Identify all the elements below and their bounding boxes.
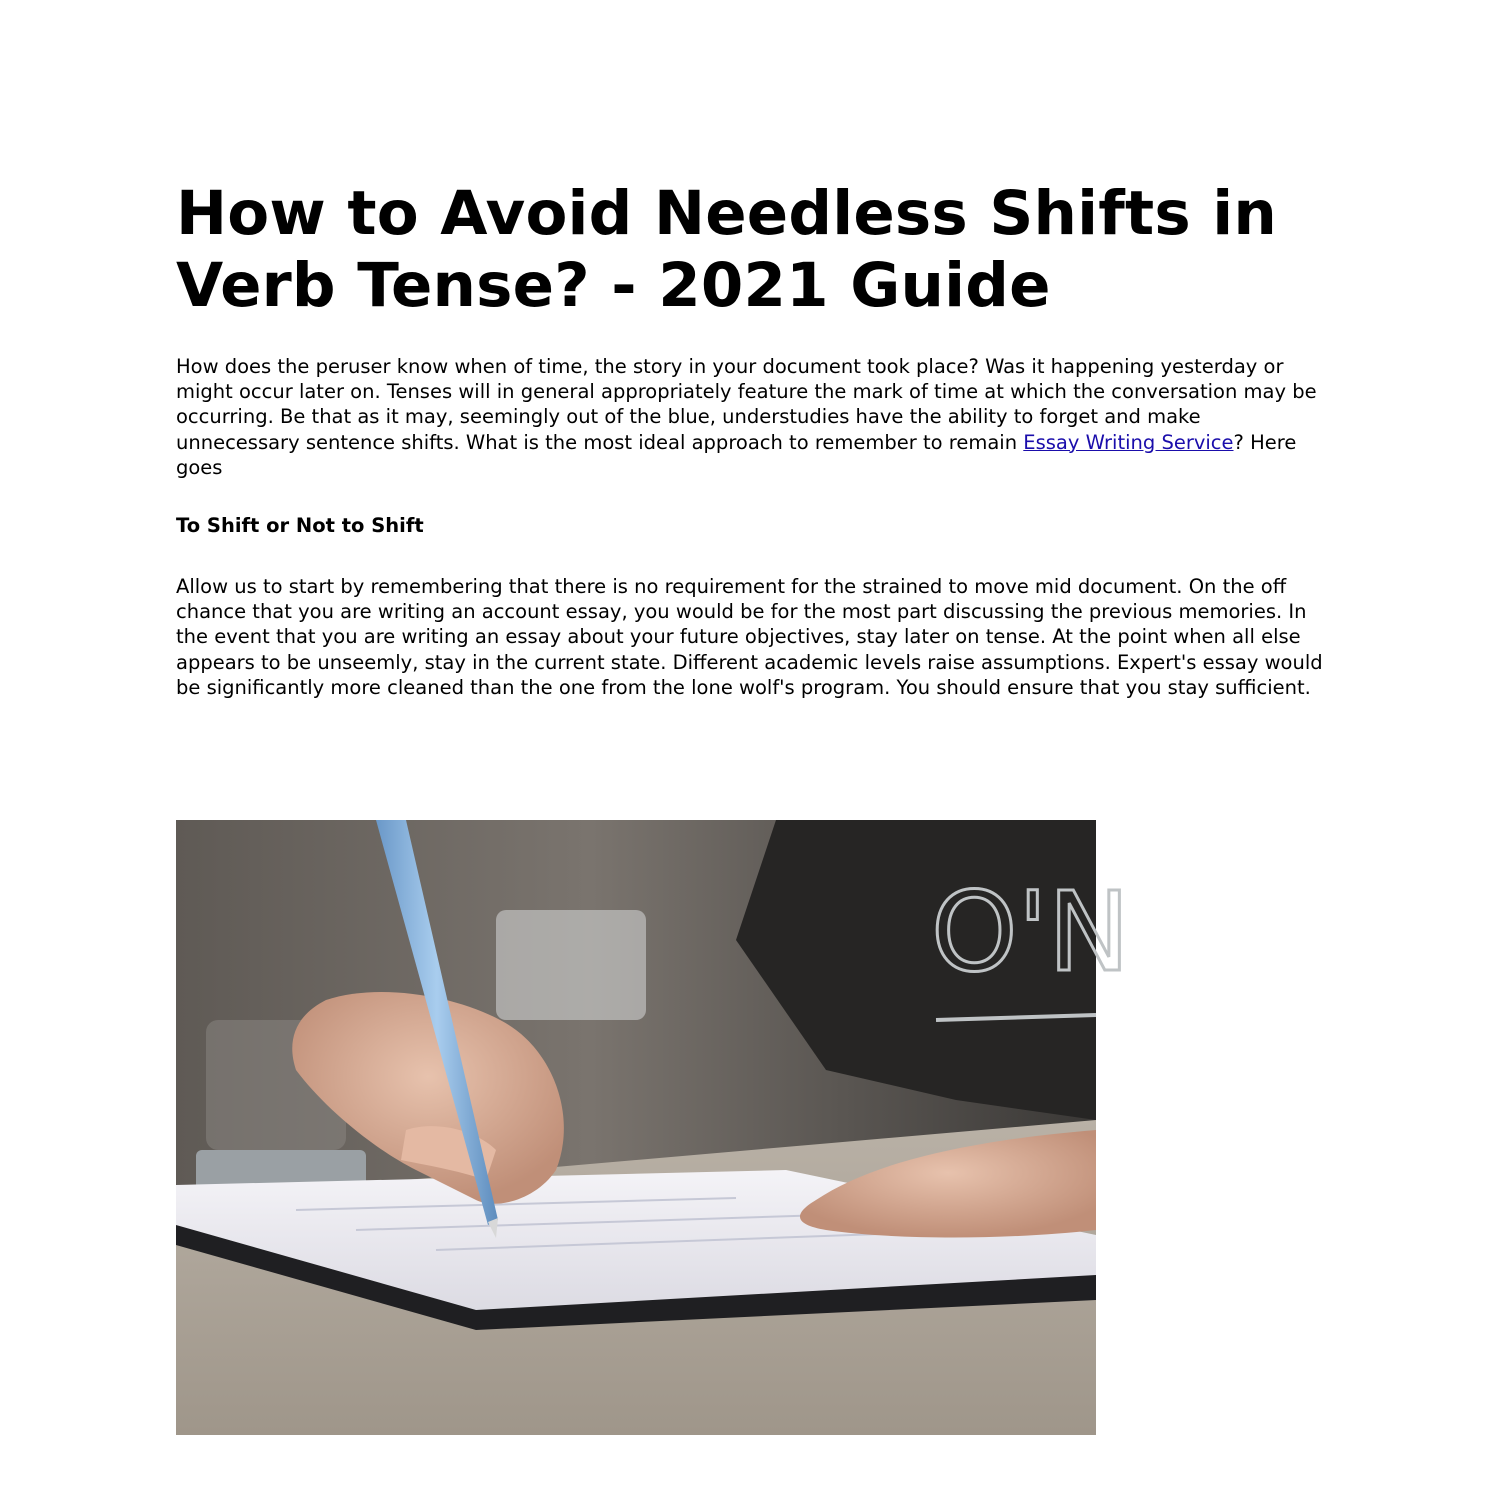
section-paragraph: Allow us to start by remembering that there is no requirement for the strained to move mid document. On the off chance that you are writing an account essay, you would be for the most part discussing the previous memories. In the event that you are writing an essay about your future objectives, stay later on tense. At the point when all else appears to be unseemly, stay in the current state. Different academic levels raise assumptions. Expert's essay would be significantly more cleaned than the one from the lone wolf's program. You should ensure that you stay sufficient.: [176, 575, 1323, 699]
intro-text: How does the peruser know when of time, the story in your document took place? Was it happening yesterday or might occur later on. Tenses will in general appropriately feature the mark of time at which the conversation may be occurring. Be that as it may, seemingly out of the blue, understudies have the ability to forget and make unnecessary sentence shifts. What is the most ideal approach to remember to remain: [176, 355, 1317, 454]
essay-writing-service-link[interactable]: Essay Writing Service: [1023, 430, 1234, 454]
section-heading: To Shift or Not to Shift: [176, 514, 424, 537]
writing-photo-illustration: [176, 820, 1131, 1435]
page-title: How to Avoid Needless Shifts in Verb Tense? - 2021 Guide: [176, 178, 1278, 321]
shirt-lettering: O'N: [931, 868, 1131, 996]
writing-photo: [176, 820, 1131, 1435]
intro-text-end: ? Here goes: [176, 430, 1297, 479]
intro-paragraph: [176, 354, 1326, 480]
document-page: [176, 0, 1326, 1500]
